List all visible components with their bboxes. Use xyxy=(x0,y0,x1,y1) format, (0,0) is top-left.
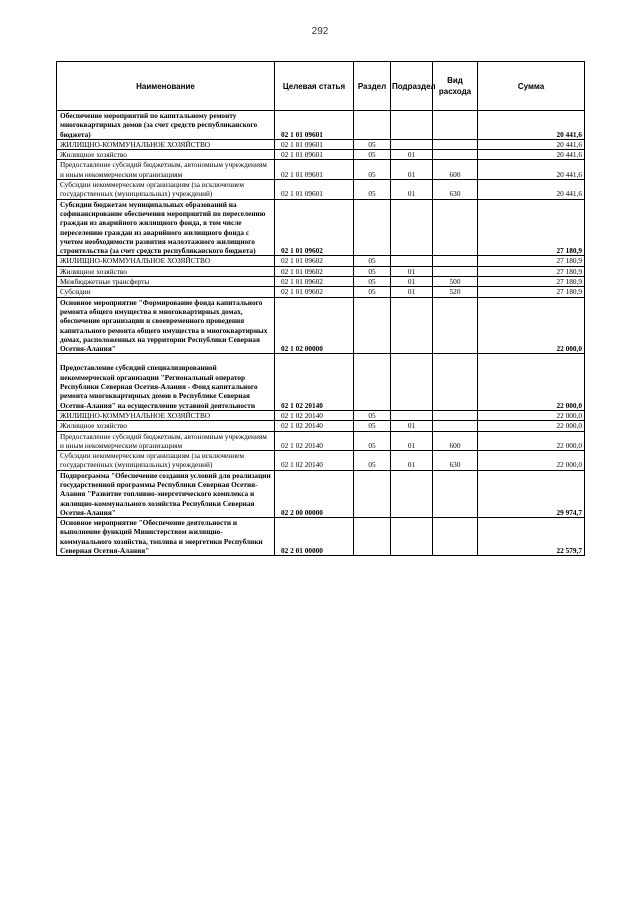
row-amount: 27 180,9 xyxy=(478,277,585,287)
table-row xyxy=(57,139,585,149)
row-section: 05 xyxy=(354,410,391,420)
row-name: Подпрограмма "Обеспечение создания условий для реализации государственной программы Республики Северная Осетия-Алания "Развитие топливно-энергетического комплекса и жилищно-коммунального хозяйства Республики Северная Осетия-Алания" xyxy=(57,470,275,517)
row-code: 02 1 02 20140 xyxy=(275,354,354,410)
row-code: 02 1 01 09601 xyxy=(275,139,354,149)
table-row xyxy=(57,180,585,200)
row-subsection xyxy=(391,410,433,420)
row-code: 02 1 01 09602 xyxy=(275,287,354,297)
row-amount: 27 180,9 xyxy=(478,266,585,276)
table-row xyxy=(57,150,585,160)
row-name: Предоставление субсидий бюджетным, автономным учреждениям и иным некоммерческим организациям xyxy=(57,431,275,451)
row-subsection xyxy=(391,297,433,354)
row-expense-type xyxy=(433,518,478,556)
row-name: Межбюджетные трансферты xyxy=(57,277,275,287)
table-row xyxy=(57,111,585,140)
header-code: Целевая статья xyxy=(275,62,354,111)
row-expense-type: 520 xyxy=(433,287,478,297)
row-amount: 22 000,0 xyxy=(478,354,585,410)
row-name: Субсидии бюджетам муниципальных образований на софинансирование обеспечения мероприятий по переселению граждан из аварийного жилищного фонда, в том числе переселению граждан из аварийного жилищного фонда с учетом необходимости развития малоэтажного жилищного строительства (за счет средств республиканского бюджета) xyxy=(57,199,275,256)
row-amount: 22 000,0 xyxy=(478,410,585,420)
row-amount: 20 441,6 xyxy=(478,150,585,160)
table-row xyxy=(57,287,585,297)
table-row xyxy=(57,256,585,266)
table-row xyxy=(57,451,585,471)
row-subsection: 01 xyxy=(391,160,433,180)
row-amount: 20 441,6 xyxy=(478,139,585,149)
row-name: Предоставление субсидий специализированной некоммерческой организации "Региональный оператор Республики Северная Осетия-Алания - Фонд капитального ремонта многоквартирных домов в Республике Северная Осетия-Алания" на осуществление уставной деятельности xyxy=(57,354,275,410)
row-section: 05 xyxy=(354,451,391,471)
row-code: 02 1 01 09602 xyxy=(275,199,354,256)
row-name: Жилищное хозяйство xyxy=(57,266,275,276)
row-code: 02 1 01 09601 xyxy=(275,111,354,140)
row-code: 02 1 01 09601 xyxy=(275,150,354,160)
row-expense-type xyxy=(433,266,478,276)
row-name: Субсидии некоммерческим организациям (за исключением государственных (муниципальных) учреждений) xyxy=(57,451,275,471)
row-name: Субсидии некоммерческим организациям (за исключением государственных (муниципальных) учреждений) xyxy=(57,180,275,200)
table-row xyxy=(57,277,585,287)
row-code: 02 1 01 09602 xyxy=(275,277,354,287)
row-subsection: 01 xyxy=(391,150,433,160)
row-amount: 29 974,7 xyxy=(478,470,585,517)
row-expense-type xyxy=(433,297,478,354)
row-name: ЖИЛИЩНО-КОММУНАЛЬНОЕ ХОЗЯЙСТВО xyxy=(57,139,275,149)
row-section: 05 xyxy=(354,431,391,451)
table-row xyxy=(57,410,585,420)
row-code: 02 1 02 20140 xyxy=(275,421,354,431)
row-subsection: 01 xyxy=(391,180,433,200)
row-section xyxy=(354,470,391,517)
row-code: 02 1 01 09602 xyxy=(275,266,354,276)
row-code: 02 1 02 20140 xyxy=(275,431,354,451)
row-name: Основное мероприятие "Формирование фонда капитального ремонта общего имущества в многоквартирных домах, обеспечение организации и своевременного проведения капитального ремонта общего имущества в многоквартирных домах, расположенных на территории Республики Северная Осетия-Алания" xyxy=(57,297,275,354)
row-expense-type xyxy=(433,354,478,410)
row-subsection: 01 xyxy=(391,287,433,297)
row-name: ЖИЛИЩНО-КОММУНАЛЬНОЕ ХОЗЯЙСТВО xyxy=(57,256,275,266)
table-row xyxy=(57,470,585,517)
table-header-row xyxy=(57,62,585,111)
row-code: 02 1 02 20140 xyxy=(275,410,354,420)
row-expense-type xyxy=(433,199,478,256)
table-row xyxy=(57,518,585,556)
table-row xyxy=(57,266,585,276)
row-amount: 22 000,0 xyxy=(478,451,585,471)
row-section xyxy=(354,354,391,410)
row-subsection: 01 xyxy=(391,431,433,451)
header-name: Наименование xyxy=(57,62,275,111)
row-expense-type: 500 xyxy=(433,277,478,287)
row-amount: 22 000,0 xyxy=(478,421,585,431)
row-expense-type: 600 xyxy=(433,431,478,451)
row-subsection xyxy=(391,256,433,266)
row-name: ЖИЛИЩНО-КОММУНАЛЬНОЕ ХОЗЯЙСТВО xyxy=(57,410,275,420)
page-number: 292 xyxy=(311,26,329,37)
row-name: Субсидии xyxy=(57,287,275,297)
row-expense-type xyxy=(433,150,478,160)
row-subsection xyxy=(391,199,433,256)
row-expense-type xyxy=(433,470,478,517)
row-amount: 22 000,0 xyxy=(478,431,585,451)
row-code: 02 2 01 00000 xyxy=(275,518,354,556)
row-section: 05 xyxy=(354,180,391,200)
row-expense-type: 630 xyxy=(433,180,478,200)
row-section: 05 xyxy=(354,150,391,160)
row-code: 02 1 01 09601 xyxy=(275,160,354,180)
row-expense-type xyxy=(433,256,478,266)
row-name: Предоставление субсидий бюджетным, автономным учреждениям и иным некоммерческим организациям xyxy=(57,160,275,180)
row-section: 05 xyxy=(354,266,391,276)
table-row xyxy=(57,199,585,256)
row-code: 02 1 01 09601 xyxy=(275,180,354,200)
table-row xyxy=(57,421,585,431)
row-section xyxy=(354,111,391,140)
row-code: 02 1 02 20140 xyxy=(275,451,354,471)
row-section: 05 xyxy=(354,287,391,297)
row-name: Жилищное хозяйство xyxy=(57,150,275,160)
table-row xyxy=(57,431,585,451)
table-row xyxy=(57,354,585,410)
row-amount: 27 180,9 xyxy=(478,287,585,297)
row-amount: 20 441,6 xyxy=(478,160,585,180)
row-amount: 20 441,6 xyxy=(478,111,585,140)
row-subsection xyxy=(391,111,433,140)
row-section: 05 xyxy=(354,256,391,266)
header-amount: Сумма xyxy=(478,62,585,111)
row-section: 05 xyxy=(354,160,391,180)
row-section: 05 xyxy=(354,421,391,431)
row-subsection xyxy=(391,470,433,517)
row-subsection: 01 xyxy=(391,421,433,431)
table-row xyxy=(57,160,585,180)
row-expense-type: 600 xyxy=(433,160,478,180)
header-subsection: Подраздел xyxy=(391,62,433,111)
table-row xyxy=(57,297,585,354)
header-expense-type: Вид расхода xyxy=(433,62,478,111)
row-name: Жилищное хозяйство xyxy=(57,421,275,431)
row-expense-type xyxy=(433,139,478,149)
row-amount: 22 000,0 xyxy=(478,297,585,354)
row-section: 05 xyxy=(354,139,391,149)
row-name: Основное мероприятие "Обеспечение деятельности и выполнение функций Министерством жилищно-коммунального хозяйства, топлива и энергетики Республики Северная Осетия-Алания" xyxy=(57,518,275,556)
row-subsection: 01 xyxy=(391,277,433,287)
row-amount: 20 441,6 xyxy=(478,180,585,200)
row-section: 05 xyxy=(354,277,391,287)
row-amount: 27 180,9 xyxy=(478,199,585,256)
row-subsection xyxy=(391,139,433,149)
row-section xyxy=(354,518,391,556)
row-expense-type xyxy=(433,111,478,140)
row-amount: 22 579,7 xyxy=(478,518,585,556)
row-name: Обеспечение мероприятий по капитальному ремонту многоквартирных домов (за счет средств республиканского бюджета) xyxy=(57,111,275,140)
row-expense-type xyxy=(433,421,478,431)
row-amount: 27 180,9 xyxy=(478,256,585,266)
header-section: Раздел xyxy=(354,62,391,111)
row-expense-type: 630 xyxy=(433,451,478,471)
row-section xyxy=(354,199,391,256)
row-code: 02 1 01 09602 xyxy=(275,256,354,266)
row-code: 02 1 02 00000 xyxy=(275,297,354,354)
row-subsection: 01 xyxy=(391,451,433,471)
row-subsection xyxy=(391,518,433,556)
row-code: 02 2 00 00000 xyxy=(275,470,354,517)
budget-table xyxy=(56,61,585,556)
row-subsection xyxy=(391,354,433,410)
row-expense-type xyxy=(433,410,478,420)
row-subsection: 01 xyxy=(391,266,433,276)
row-section xyxy=(354,297,391,354)
